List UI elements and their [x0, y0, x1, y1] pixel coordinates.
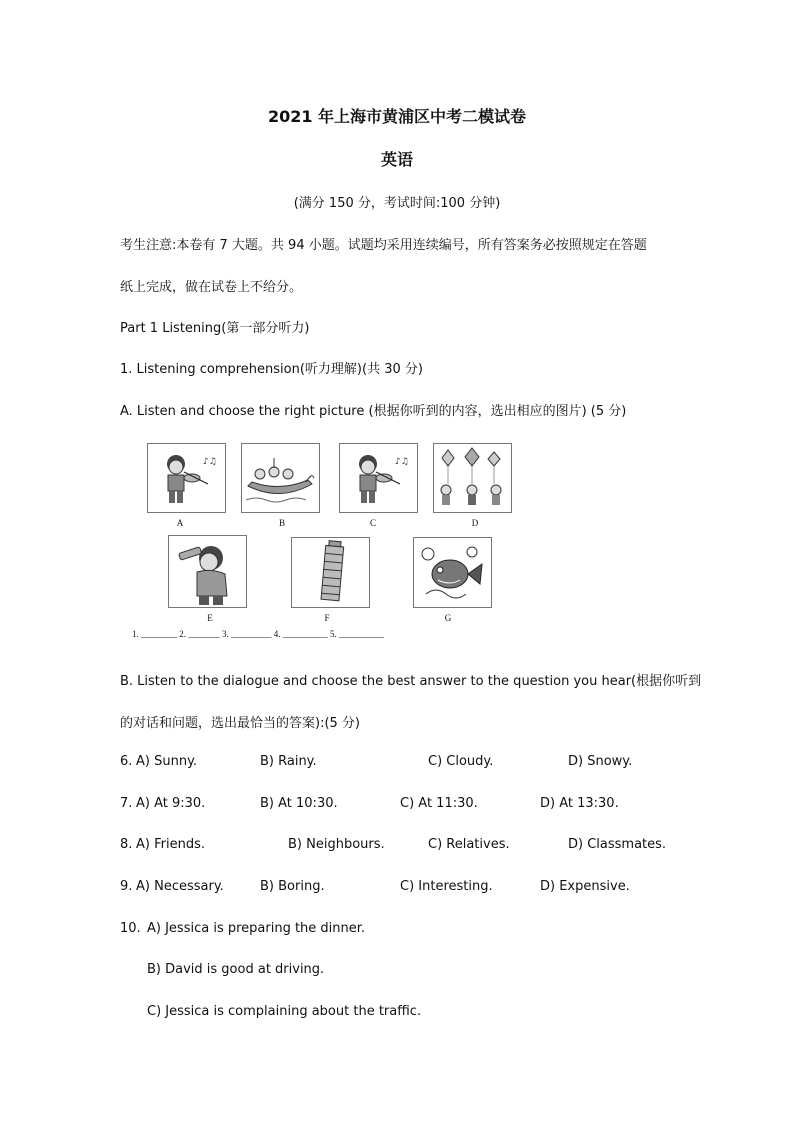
picture-b [241, 443, 320, 513]
answer-blanks: 1. ________ 2. _______ 3. _________ 4. __________ 5. __________ [132, 629, 384, 639]
exam-title: 2021 年上海市黄浦区中考二模试卷 [267, 107, 527, 126]
picture-e-label: E [207, 613, 213, 623]
question-8-option-c: C) Relatives. [428, 837, 510, 852]
section1-heading: 1. Listening comprehension(听力理解)(共 30 分) [120, 362, 423, 377]
question-6-option-d: D) Snowy. [568, 754, 633, 769]
picture-d [433, 443, 512, 513]
question-7-option-c: C) At 11:30. [400, 796, 478, 811]
boy-violin-icon [340, 444, 417, 512]
question-9-number: 9. [120, 879, 133, 894]
question-8-number: 8. [120, 837, 133, 852]
question-8-option-a: A) Friends. [136, 837, 205, 852]
question-7-option-b: B) At 10:30. [260, 796, 338, 811]
question-9-option-b: B) Boring. [260, 879, 325, 894]
picture-f-label: F [324, 613, 330, 623]
sectionA-heading: A. Listen and choose the right picture (根据你听到的内容，选出相应的图片) (5 分) [120, 404, 627, 419]
question-9-option-a: A) Necessary. [136, 879, 224, 894]
svg-text:♪♫: ♪♫ [395, 457, 409, 467]
sectionB-heading-line-2: 的对话和问题，选出最恰当的答案):(5 分) [120, 716, 360, 731]
picture-c-label: C [369, 518, 376, 528]
picture-a-label: A [176, 518, 184, 528]
question-6-option-c: C) Cloudy. [428, 754, 494, 769]
picture-d-label: D [471, 518, 479, 528]
picture-e [168, 535, 247, 608]
part1-heading: Part 1 Listening(第一部分听力) [120, 321, 310, 336]
question-9-option-d: D) Expensive. [540, 879, 630, 894]
picture-a [147, 443, 226, 513]
question-10-option-c: C) Jessica is complaining about the traffic. [147, 1004, 422, 1019]
picture-b-label: B [278, 518, 285, 528]
question-7-option-a: A) At 9:30. [136, 796, 206, 811]
notice-line-2: 纸上完成，做在试卷上不给分。 [120, 280, 303, 295]
question-6-number: 6. [120, 754, 133, 769]
question-6-option-a: A) Sunny. [136, 754, 198, 769]
notice-line-1: 考生注意:本卷有 7 大题。共 94 小题。试题均采用连续编号，所有答案务必按照规定在答题 [120, 238, 647, 253]
boy-drinking-icon [169, 536, 246, 607]
question-9-option-c: C) Interesting. [400, 879, 493, 894]
exam-subject: 英语 [380, 150, 413, 169]
question-6-option-b: B) Rainy. [260, 754, 317, 769]
question-8-option-d: D) Classmates. [568, 837, 667, 852]
question-7-number: 7. [120, 796, 133, 811]
picture-f [291, 537, 370, 608]
picture-g-label: G [444, 613, 452, 623]
question-10-option-b: B) David is good at driving. [147, 962, 325, 977]
dragon-boat-icon [242, 444, 319, 512]
paper-cut-fish-icon [414, 538, 491, 607]
question-10-number: 10. [120, 921, 141, 936]
picture-g [413, 537, 492, 608]
sectionB-heading-line-1: B. Listen to the dialogue and choose the best answer to the question you hear(根据你听到 [120, 674, 702, 689]
question-10-option-a: A) Jessica is preparing the dinner. [147, 921, 366, 936]
kites-children-icon [434, 444, 511, 512]
boy-violin-icon [148, 444, 225, 512]
question-8-option-b: B) Neighbours. [288, 837, 385, 852]
picture-c [339, 443, 418, 513]
question-7-option-d: D) At 13:30. [540, 796, 619, 811]
leaning-tower-icon [292, 538, 369, 607]
score-time-info: (满分 150 分，考试时间:100 分钟) [293, 196, 501, 211]
svg-text:♪♫: ♪♫ [203, 457, 217, 467]
